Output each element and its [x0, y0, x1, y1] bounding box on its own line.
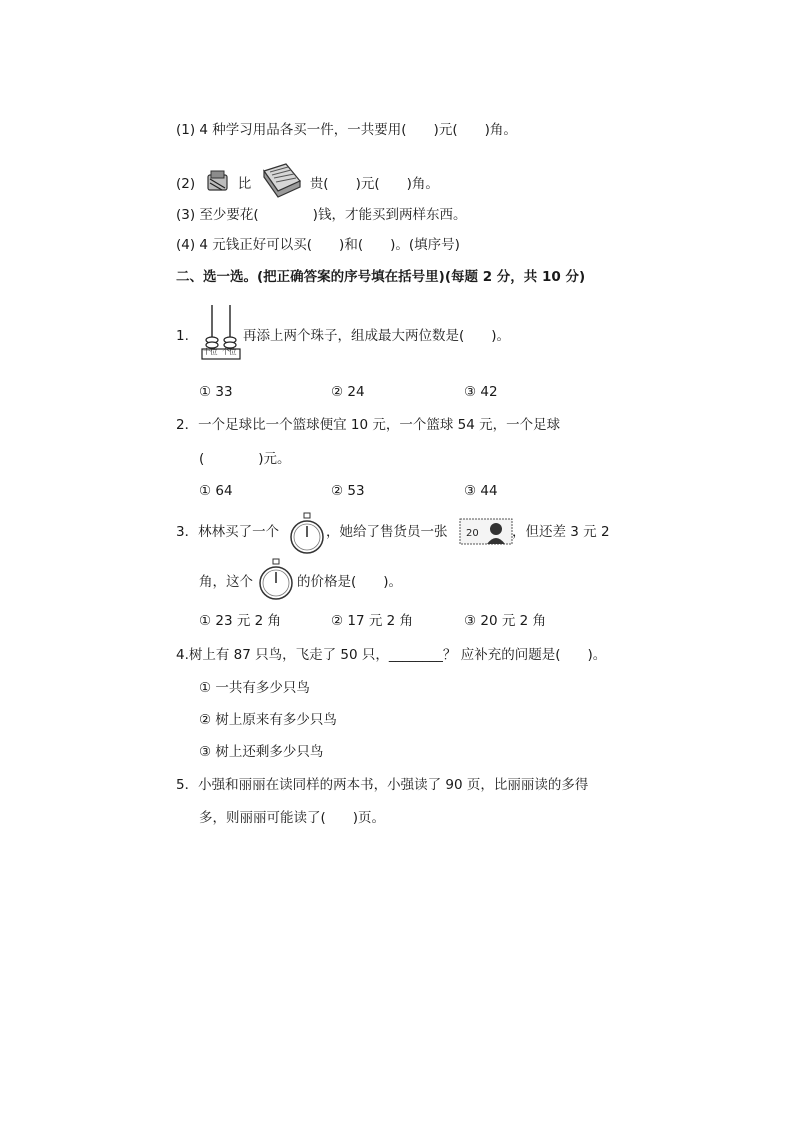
q2-option-2: ② 53 — [331, 483, 365, 499]
q4-option-3: ③ 树上还剩多少只鸟 — [199, 744, 324, 760]
stopwatch-icon — [288, 512, 326, 560]
q3-text-e: 的价格是( )。 — [297, 574, 403, 590]
subquestion-1: (1) 4 种学习用品各买一件，一共要用( )元( )角。 — [176, 122, 517, 138]
q4-option-2: ② 树上原来有多少只鸟 — [199, 712, 337, 728]
abacus-label-ones: 个位 — [222, 347, 236, 356]
q1-option-3: ③ 42 — [464, 384, 498, 400]
stopwatch-icon-2 — [257, 558, 295, 606]
q3-text-d: 角，这个 — [199, 574, 253, 590]
q2-option-1: ① 64 — [199, 483, 233, 499]
section-heading: 二、选一选。(把正确答案的序号填在括号里)(每题 2 分，共 10 分) — [176, 269, 586, 285]
q2-line2: ( )元。 — [199, 451, 291, 467]
book-icon — [258, 161, 304, 207]
banknote-value: 20 — [466, 528, 479, 539]
subquestion-2-compare: 比 — [237, 176, 252, 192]
q2-line1: 2．一个足球比一个篮球便宜 10 元，一个篮球 54 元，一个足球 — [176, 417, 561, 433]
q1-text: 再添上两个珠子，组成最大两位数是( )。 — [243, 328, 511, 344]
q3-option-1: ① 23 元 2 角 — [199, 613, 282, 629]
q4-option-1: ① 一共有多少只鸟 — [199, 680, 310, 696]
subquestion-2-text: 贵( )元( )角。 — [309, 176, 439, 192]
q3-option-3: ③ 20 元 2 角 — [464, 613, 547, 629]
abacus-label-tens: 十位 — [203, 347, 217, 356]
pencil-sharpener-icon — [205, 167, 231, 201]
q5-line1: 5．小强和丽丽在读同样的两本书，小强读了 90 页，比丽丽读的多得 — [176, 777, 589, 793]
subquestion-3: (3) 至少要花( )钱，才能买到两样东西。 — [176, 207, 467, 223]
banknote-icon — [459, 517, 514, 551]
abacus-icon — [200, 303, 242, 367]
q5-line2: 多，则丽丽可能读了( )页。 — [199, 810, 386, 826]
q4-text: 4.树上有 87 只鸟，飞走了 50 只，________？ 应补充的问题是( )。 — [176, 647, 607, 663]
subquestion-2 — [176, 161, 439, 207]
q3-text-c: ，但还差 3 元 2 — [512, 524, 610, 540]
q1-option-1: ① 33 — [199, 384, 233, 400]
q1-option-2: ② 24 — [331, 384, 365, 400]
q3-option-2: ② 17 元 2 角 — [331, 613, 414, 629]
subquestion-4: (4) 4 元钱正好可以买( )和( )。(填序号) — [176, 237, 460, 253]
q2-option-3: ③ 44 — [464, 483, 498, 499]
q1-number: 1. — [176, 328, 189, 344]
subquestion-2-number: (2) — [176, 176, 196, 192]
q3-text-b: ，她给了售货员一张 — [326, 524, 448, 540]
q3-text-a: 3．林林买了一个 — [176, 524, 280, 540]
